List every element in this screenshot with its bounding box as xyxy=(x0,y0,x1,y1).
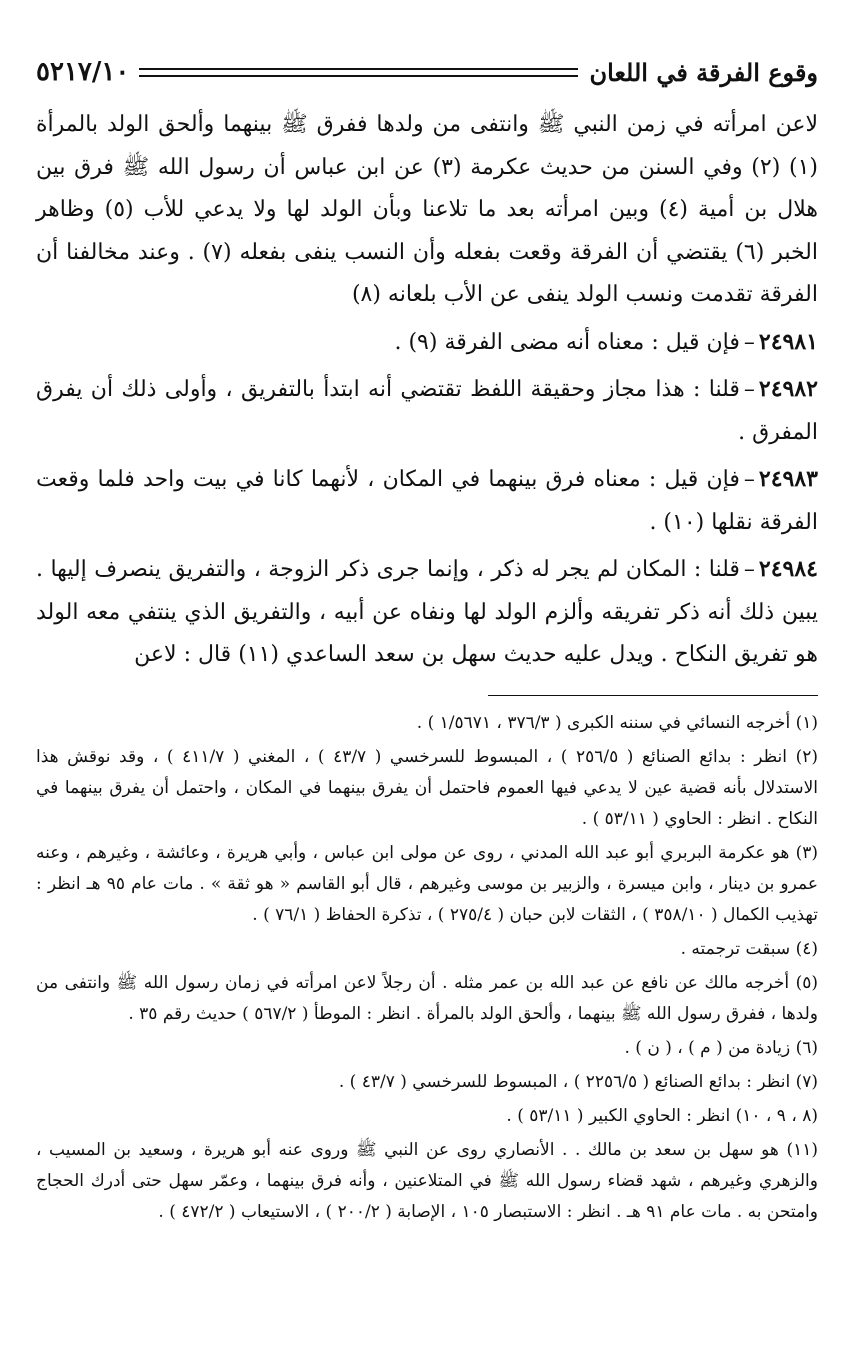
intro-paragraph: لاعن امرأته في زمن النبي ﷺ وانتفى من ولدها ففرق ﷺ بينهما وألحق الولد بالمرأة (١) (٢) وفي السنن من حديث عكرمة (٣) عن ابن عباس أن رسول الله ﷺ فرق بين هلال بن أمية (٤) وبين امرأته بعد ما تلاعنا وبأن الولد لها ولا يدعي للأب (٥) وظاهر الخبر (٦) يقتضي أن الفرقة وقعت بفعله وأن النسب ينفى بفعله (٧) . وعند مخالفنا أن الفرقة تقدمت ونسب الولد ينفى عن الأب بلعانه (٨) xyxy=(36,112,819,307)
footnote: (٦) زيادة من ( م ) ، ( ن ) . xyxy=(624,1037,818,1058)
numbered-paragraph xyxy=(36,548,818,677)
footnote: (١١) هو سهل بن سعد بن مالك . . الأنصاري روى عن النبي ﷺ وروى عنه أبو هريرة ، وسعيد بن المسيب ، والزهري وغيرهم ، شهد قضاء رسول الله ﷺ في المتلاعنين ، وأنه فرق بينهما ، وعمّر سهل حتى أدرك الحجاج وامتحن به . مات عام ٩١ هـ . انظر : الاستبصار ١٠٥ ، الإصابة ( ٢٠٠/٢ ) ، الاستيعاب ( ٤٧٢/٢ ) . xyxy=(36,1139,818,1222)
paragraph-number: ٢٤٩٨٢ xyxy=(758,376,818,402)
dash-separator: – xyxy=(743,329,755,355)
footnote: (٣) هو عكرمة البربري أبو عبد الله المدني ، روى عن مولى ابن عباس ، وأبي هريرة ، وعائشة ، وغيرهم ، وعنه عمرو بن دينار ، وابن ميسرة ، والزبير بن موسى وغيرهم ، قال أبو القاسم « هو ثقة » . مات عام ٩٥ هـ انظر : تهذيب الكمال ( ٣٥٨/١٠ ) ، الثقات لابن حبان ( ٢٧٥/٤ ) ، تذكرة الحفاظ ( ٧٦/١ ) . xyxy=(36,842,818,925)
running-header xyxy=(36,50,818,94)
footnote: (٤) سبقت ترجمته . xyxy=(680,938,818,959)
paragraph-number: ٢٤٩٨٣ xyxy=(758,466,818,492)
running-title: وقوع الفرقة في اللعان xyxy=(589,57,818,87)
footnote: (٨ ، ٩ ، ١٠) انظر : الحاوي الكبير ( ٥٣/١١ ) . xyxy=(506,1105,818,1126)
paragraph-text: قلنا : هذا مجاز وحقيقة اللفظ تقتضي أنه ابتدأ بالتفريق ، وأولى ذلك أن يفرق المفرق . xyxy=(36,377,818,445)
footnote: (١) أخرجه النسائي في سننه الكبرى ( ٣٧٦/٣ ، ١/٥٦٧١ ) . xyxy=(416,712,818,733)
paragraph-text: قلنا : المكان لم يجر له ذكر ، وإنما جرى ذكر الزوجة ، والتفريق ينصرف إليها . يبين ذلك أنه ذكر تفريقه وألزم الولد لها ونفاه عن أبيه ، والتفريق الذي ينتفي معه الولد هو تفريق النكاح . ويدل عليه حديث سهل بن سعد الساعدي (١١) قال : لاعن xyxy=(36,557,818,667)
paragraph-text: فإن قيل : معناه فرق بينهما في المكان ، لأنهما كانا في بيت واحد فلما وقعت الفرقة نقلها (١٠) . xyxy=(36,467,818,535)
numbered-paragraph xyxy=(36,321,818,365)
footnote: (٢) انظر : بدائع الصنائع ( ٢٥٦/٥ ) ، المبسوط للسرخسي ( ٤٣/٧ ) ، المغني ( ٤١١/٧ ) ، وقد نوقش هذا الاستدلال بأنه قضية عين لا يدعي فيها العموم فاحتمل أن يفرق بينهما في المكان ، واحتمل أن يفرق بينهما في النكاح . انظر : الحاوي ( ٥٣/١١ ) . xyxy=(36,746,818,829)
numbered-paragraph xyxy=(36,368,818,454)
paragraph-number: ٢٤٩٨١ xyxy=(758,328,818,355)
footnote-separator xyxy=(488,695,818,696)
dash-separator: – xyxy=(743,557,755,582)
numbered-paragraph xyxy=(36,458,818,544)
footnotes xyxy=(36,708,818,1228)
page-number: ٥٢١٧/١٠ xyxy=(36,57,130,87)
book-page xyxy=(36,50,818,1231)
paragraph-text: فإن قيل : معناه أنه مضى الفرقة (٩) . xyxy=(394,329,740,355)
main-text xyxy=(36,104,818,677)
footnote: (٥) أخرجه مالك عن نافع عن عبد الله بن عمر مثله . أن رجلاً لاعن امرأته في زمان رسول الله ﷺ وانتفى من ولدها ، ففرق رسول الله ﷺ بينهما ، وألحق الولد بالمرأة . انظر : الموطأ ( ٥٦٧/٢ ) حديث رقم ٣٥ . xyxy=(36,972,818,1024)
footnote: (٧) انظر : بدائع الصنائع ( ٢٢٥٦/٥ ) ، المبسوط للسرخسي ( ٤٣/٧ ) . xyxy=(338,1071,818,1092)
dash-separator: – xyxy=(743,467,755,492)
paragraph-number: ٢٤٩٨٤ xyxy=(758,556,818,582)
dash-separator: – xyxy=(743,377,755,402)
header-rule xyxy=(139,68,577,77)
